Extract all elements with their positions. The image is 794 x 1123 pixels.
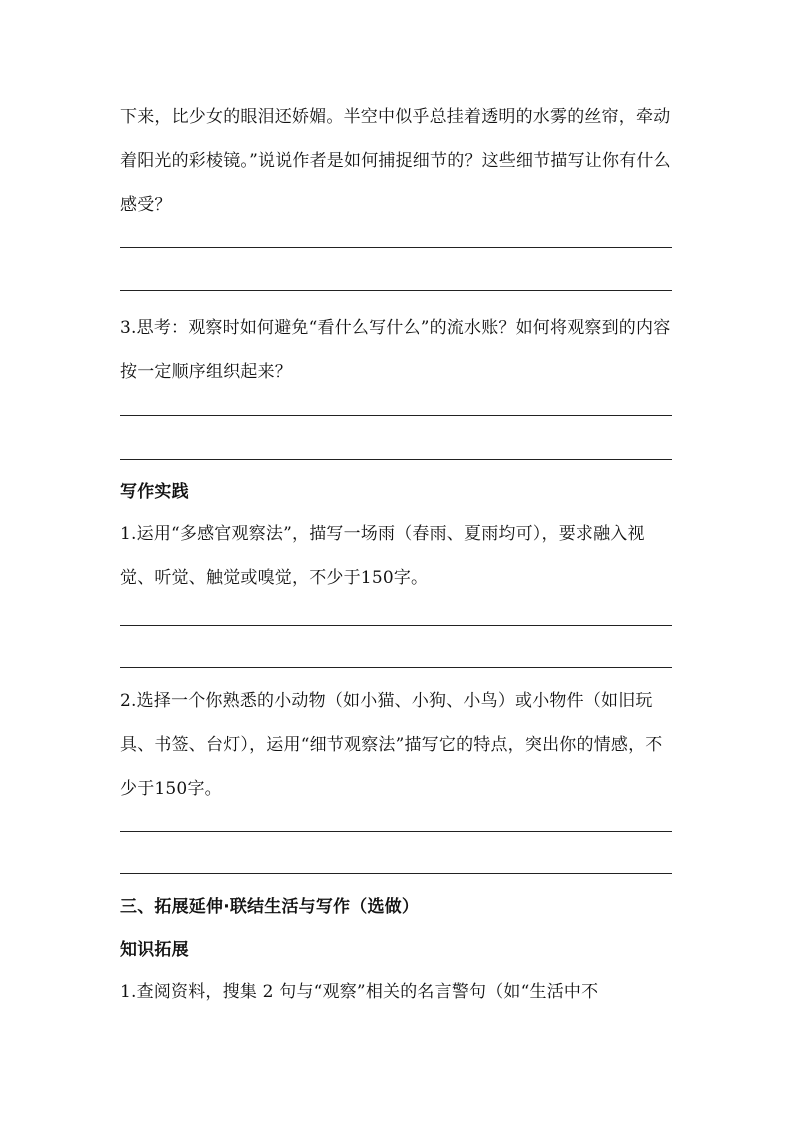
answer-line — [120, 459, 672, 460]
question-3: 3.思考：观察时如何避免“看什么写什么”的流水账？如何将观察到的内容按一定顺序组织起来？ — [120, 318, 671, 382]
answer-line — [120, 667, 672, 668]
answer-line — [120, 247, 672, 248]
answer-line — [120, 625, 672, 626]
answer-line — [120, 873, 672, 874]
section-3-heading: 三、拓展延伸·联结生活与写作（选做） — [120, 897, 420, 917]
practice-item-1: 1.运用“多感官观察法”，描写一场雨（春雨、夏雨均可），要求融入视觉、听觉、触觉或嗅觉，不少于150字。 — [120, 524, 645, 588]
knowledge-extension-heading: 知识拓展 — [120, 940, 189, 960]
extension-item-1: 1.查阅资料，搜集 2 句与“观察”相关的名言警句（如“生活中不 — [120, 982, 599, 1002]
answer-line — [120, 290, 672, 291]
answer-line — [120, 415, 672, 416]
writing-practice-heading: 写作实践 — [120, 482, 189, 502]
practice-item-2: 2.选择一个你熟悉的小动物（如小猫、小狗、小鸟）或小物件（如旧玩具、书签、台灯），运用“细节观察法”描写它的特点，突出你的情感，不少于150字。 — [120, 691, 663, 799]
answer-line — [120, 831, 672, 832]
question-2-continuation: 下来，比少女的眼泪还娇媚。半空中似乎总挂着透明的水雾的丝帘，牵动着阳光的彩棱镜。”说说作者是如何捕捉细节的？这些细节描写让你有什么感受？ — [120, 107, 671, 215]
